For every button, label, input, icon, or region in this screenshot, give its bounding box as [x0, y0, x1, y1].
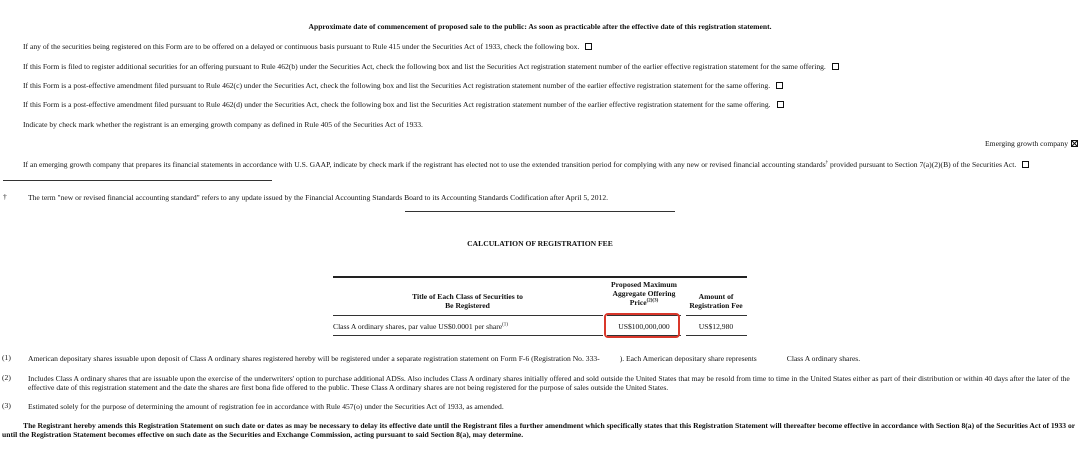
gaap-election-checkbox[interactable] — [1022, 161, 1029, 168]
note-3-num: (3) — [2, 401, 11, 410]
rule-415-checkbox[interactable] — [585, 43, 592, 50]
rule-462c-line — [23, 81, 783, 90]
row-rule-col3 — [686, 335, 747, 336]
price-highlight-box — [604, 313, 680, 338]
header-rule-col3 — [686, 315, 747, 316]
dagger-mark: † — [3, 192, 7, 201]
dagger-footnote-text: The term "new or revised financial accounting standard" refers to any update issued by the Financial Accounting Standards Board to its Accounting Standards Codification after April 5, 2012. — [28, 193, 609, 202]
note-1-text-c: Class A ordinary shares. — [786, 354, 861, 363]
note-1-text-a: American depositary shares issuable upon deposit of Class A ordinary shares registered hereby will be registered under a separate registration statement on Form F-6 (Registration No. 333- — [28, 354, 600, 363]
security-class: Class A ordinary shares, par value US$0.0001 per share — [333, 322, 503, 331]
rule-462d-line — [23, 100, 784, 109]
security-class-sup: (1) — [502, 322, 508, 328]
note-1-num: (1) — [2, 353, 11, 362]
header-rule-col1 — [333, 315, 603, 316]
rule-415-text: If any of the securities being registered on this Form are to be offered on a delayed or continuous basis pursuant to Rule 415 under the Securities Act of 1933, check the following box. — [23, 42, 580, 51]
note-1-text-b: ). Each American depositary share represents — [619, 354, 757, 363]
gaap-election-line — [23, 160, 1029, 169]
col-price-header — [606, 280, 682, 307]
delaying-amendment-text: The Registrant hereby amends this Registration Statement on such date or dates as may be necessary to delay its effective date until the Registrant files a further amendment which specifically states that this Registration Statement will thereafter become effective in accordance with Section 8(a) of the Securities Act of 1933 or until the Registration Statement becomes effective on such date as the Securities and Exchange Commission, acting pursuant to said Section 8(a), may determine. — [2, 421, 1075, 439]
table-row-security — [333, 322, 508, 331]
gaap-dagger: † — [825, 160, 829, 166]
rule-415-line — [23, 42, 592, 51]
gaap-election-text-end: provided pursuant to Section 7(a)(2)(B) of the Securities Act. — [828, 160, 1017, 169]
registration-fee-value: US$12,980 — [698, 322, 734, 331]
note-2-num: (2) — [2, 373, 11, 382]
rule-462b-line — [23, 62, 839, 71]
note-1-text — [28, 354, 860, 363]
emerging-growth-line — [985, 139, 1078, 148]
emerging-growth-label: Emerging growth company — [985, 139, 1068, 148]
section-divider — [405, 211, 675, 212]
note-2-text: Includes Class A ordinary shares that are issuable upon the exercise of the underwriters' option to purchase additional ADSs. Also includes Class A ordinary shares initially offered and sold outside the United States that may be resold from time to time in the United States either as part of their distribution or within 40 days after the later of the effective date of this registration statement and the date the shares are first bona fide offered to the public. These Class A ordinary shares are not being registered for the purpose of sales outside the United States. — [28, 374, 1070, 392]
col-title-header: Title of Each Class of Securities to Be Registered — [412, 292, 523, 310]
row-rule-col1 — [333, 335, 603, 336]
fee-table-title: CALCULATION OF REGISTRATION FEE — [467, 239, 613, 248]
rule-462b-checkbox[interactable] — [832, 63, 839, 70]
rule-462c-text: If this Form is a post-effective amendment filed pursuant to Rule 462(c) under the Securities Act, check the following box and list the Securities Act registration statement number of the earlier effective registration statement for the same offering. — [23, 81, 771, 90]
rule-462d-checkbox[interactable] — [777, 101, 784, 108]
rule-462b-text: If this Form is filed to register additional securities for an offering pursuant to Rule 462(b) under the Securities Act, check the following box and list the Securities Act registration statement number of the earlier effective registration statement for the same offering. — [23, 62, 826, 71]
note-3-text: Estimated solely for the purpose of determining the amount of registration fee in accordance with Rule 457(o) under the Securities Act of 1933, as amended. — [28, 402, 504, 411]
gaap-election-text: If an emerging growth company that prepares its financial statements in accordance with U.S. GAAP, indicate by check mark if the registrant has elected not to use the extended transition period for complying with any new or revised financial accounting standards — [23, 160, 826, 169]
col-price-header-text: Proposed Maximum Aggregate Offering Price — [611, 280, 677, 307]
rule-462d-text: If this Form is a post-effective amendment filed pursuant to Rule 462(d) under the Securities Act, check the following box and list the Securities Act registration statement number of the earlier effective registration statement for the same offering. — [23, 100, 771, 109]
col-fee-header: Amount of Registration Fee — [689, 292, 743, 310]
emerging-growth-checkbox[interactable] — [1071, 140, 1078, 147]
table-top-rule — [333, 276, 747, 278]
rule-462c-checkbox[interactable] — [776, 82, 783, 89]
offering-price-value: US$100,000,000 — [618, 322, 670, 331]
commencement-heading: Approximate date of commencement of proposed sale to the public: As soon as practicable after the effective date of this registration statement. — [308, 22, 772, 31]
emerging-indicate-text: Indicate by check mark whether the registrant is an emerging growth company as defined in Rule 405 of the Securities Act of 1933. — [23, 120, 423, 129]
footnote-separator — [3, 180, 272, 181]
col-price-header-sup: (2)(3) — [646, 298, 659, 304]
